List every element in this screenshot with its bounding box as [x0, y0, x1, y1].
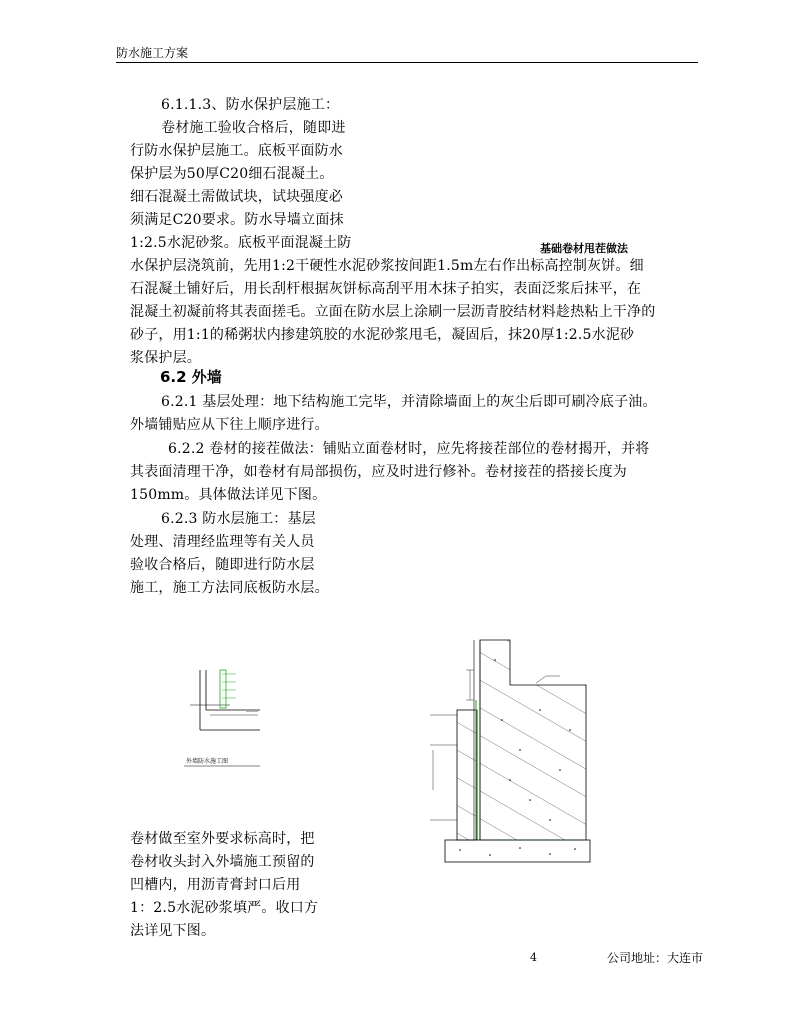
text-line: 卷材做至室外要求标高时，把: [130, 831, 315, 847]
text-line: 施工，施工方法同底板防水层。: [130, 580, 329, 596]
text-line: 砂子，用1:1的稀粥状内掺建筑胶的水泥砂浆甩毛，凝固后，抹20厚1:2.5水泥砂: [130, 327, 635, 343]
text-line: 验收合格后，随即进行防水层: [130, 557, 315, 573]
text-line: 保护层为50厚C20细石混凝土。: [130, 166, 334, 182]
text-line: 凹槽内，用沥青膏封口后用: [130, 877, 301, 893]
text-line: 浆保护层。: [130, 350, 201, 366]
footer-address: 公司地址：大连市: [607, 951, 704, 965]
text-line: 150mm。具体做法详见下图。: [130, 487, 327, 503]
text-line: 法详见下图。: [130, 923, 216, 939]
page-number: 4: [530, 951, 537, 964]
text-line: 石混凝土铺好后，用长刮杆根据灰饼标高刮平用木抹子拍实，表面泛浆后抹平，在: [130, 281, 642, 297]
svg-text:———: ———: [246, 709, 258, 714]
text-line: 其表面清理干净，如卷材有局部损伤，应及时进行修补。卷材接茬的搭接长度为: [130, 464, 627, 480]
text-line: 卷材收头封入外墙施工预留的: [130, 854, 315, 870]
header-rule: [116, 62, 698, 63]
text-line: 6.2.1 基层处理：地下结构施工完毕，并清除墙面上的灰尘后即可刷冷底子油。: [161, 394, 657, 410]
text-line: 卷材施工验收合格后，随即进: [161, 120, 346, 136]
text-line: 细石混凝土需做试块，试块强度必: [130, 189, 343, 205]
text-line: 6.2.2 卷材的接茬做法：铺贴立面卷材时，应先将接茬部位的卷材揭开，并将: [168, 441, 650, 457]
text-line: 处理、清理经监理等有关人员: [130, 534, 315, 550]
text-line: 混凝土初凝前将其表面搓毛。立面在防水层上涂刷一层沥青胶结材料趁热粘上干净的: [130, 304, 656, 320]
text-line: 1：2.5水泥砂浆填严。收口方: [130, 900, 319, 916]
text-line: 6.1.1.3、防水保护层施工：: [161, 97, 340, 113]
text-line: 须满足C20要求。防水导墙立面抹: [130, 212, 344, 228]
text-line: 6.2.3 防水层施工：基层: [161, 511, 316, 527]
large-figure: [410, 640, 610, 870]
figure-caption-right: 基础卷材甩茬做法: [540, 242, 628, 255]
text-line: 行防水保护层施工。底板平面防水: [130, 143, 343, 159]
text-line: 1:2.5水泥砂浆。底板平面混凝土防: [130, 235, 352, 251]
text-line: 水保护层浇筑前，先用1:2干硬性水泥砂浆按间距1.5m左右作出标高控制灰饼。细: [130, 258, 644, 274]
small-figure-caption: 外墙防水施工图: [186, 758, 229, 765]
small-figure: [170, 660, 270, 770]
section-heading: 6.2 外墙: [160, 368, 222, 386]
header-title: 防水施工方案: [116, 46, 189, 60]
text-line: 外墙铺贴应从下往上顺序进行。: [130, 417, 329, 433]
